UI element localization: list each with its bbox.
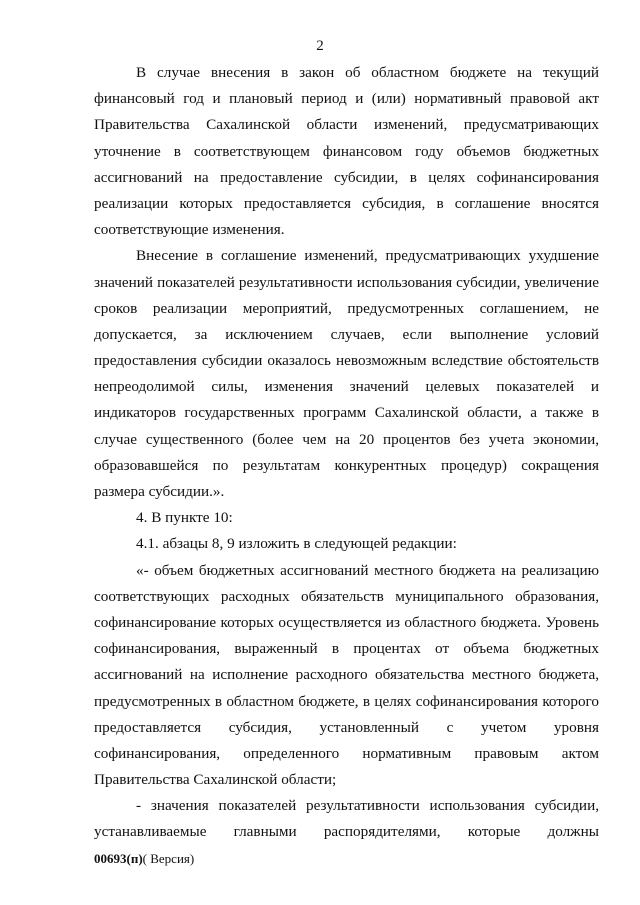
text-line: реализации которых предоставляется субсидия, в соглашение вносятся	[94, 194, 599, 212]
text-line: случае существенного (более чем на 20 процентов без учета экономии,	[94, 430, 599, 448]
text-line: непреодолимой силы, изменения значений целевых показателей и	[94, 378, 599, 396]
text-line: В случае внесения в закон об областном бюджете на текущий	[136, 64, 599, 81]
text-line: соответствующие изменения.	[94, 221, 285, 239]
text-line: 4.1. абзацы 8, 9 изложить в следующей редакции:	[136, 535, 457, 553]
text-line: допускается, за исключением случаев, если выполнение условий	[94, 325, 599, 343]
text-line: образовавшейся по результатам конкурентных процедур) сокращения	[94, 456, 599, 474]
document-footer	[94, 851, 194, 867]
text-line: ассигнований на исполнение расходного обязательства местного бюджета,	[94, 666, 599, 684]
text-line: индикаторов государственных программ Сахалинской области, а также в	[94, 404, 599, 422]
text-line: Правительства Сахалинской области;	[94, 771, 337, 789]
document-body	[94, 60, 599, 846]
text-line: финансовый год и плановый период и (или) нормативный правовой акт	[94, 90, 599, 108]
text-line: Внесение в соглашение изменений, предусматривающих ухудшение	[136, 247, 599, 265]
text-line: - значения показателей результативности использования субсидии,	[136, 797, 599, 815]
document-version: ( Версия)	[142, 851, 195, 866]
text-line: сроков реализации мероприятий, предусмотренных соглашением, не	[94, 299, 599, 317]
text-line: софинансирования, выраженный в процентах от объема бюджетных	[94, 640, 599, 658]
text-line: предоставления субсидии оказалось невозможным вследствие обстоятельств	[94, 352, 599, 370]
text-line: устанавливаемые главными распорядителями, которые должны	[94, 823, 599, 841]
text-line: софинансирование которых осуществляется из областного бюджета. Уровень	[94, 613, 599, 631]
text-line: размера субсидии.».	[94, 483, 225, 500]
page-number: 2	[316, 38, 324, 54]
text-line: предусмотренных в областном бюджете, в целях софинансирования которого	[94, 692, 599, 710]
text-line: 4. В пункте 10:	[136, 509, 233, 527]
text-line: софинансирования, определенного нормативным правовым актом	[94, 744, 599, 762]
text-line: предоставляется субсидия, установленный с учетом уровня	[94, 718, 599, 736]
text-line: значений показателей результативности использования субсидии, увеличение	[94, 273, 599, 291]
text-line: уточнение в соответствующем финансовом году объемов бюджетных	[94, 142, 599, 160]
text-line: соответствующих расходных обязательств муниципального образования,	[94, 587, 599, 605]
text-line: Правительства Сахалинской области изменений, предусматривающих	[94, 116, 599, 134]
document-code: 00693(п)	[94, 851, 143, 866]
text-line: «- объем бюджетных ассигнований местного бюджета на реализацию	[136, 561, 599, 579]
text-line: ассигнований на предоставление субсидии, в целях софинансирования	[94, 168, 599, 186]
